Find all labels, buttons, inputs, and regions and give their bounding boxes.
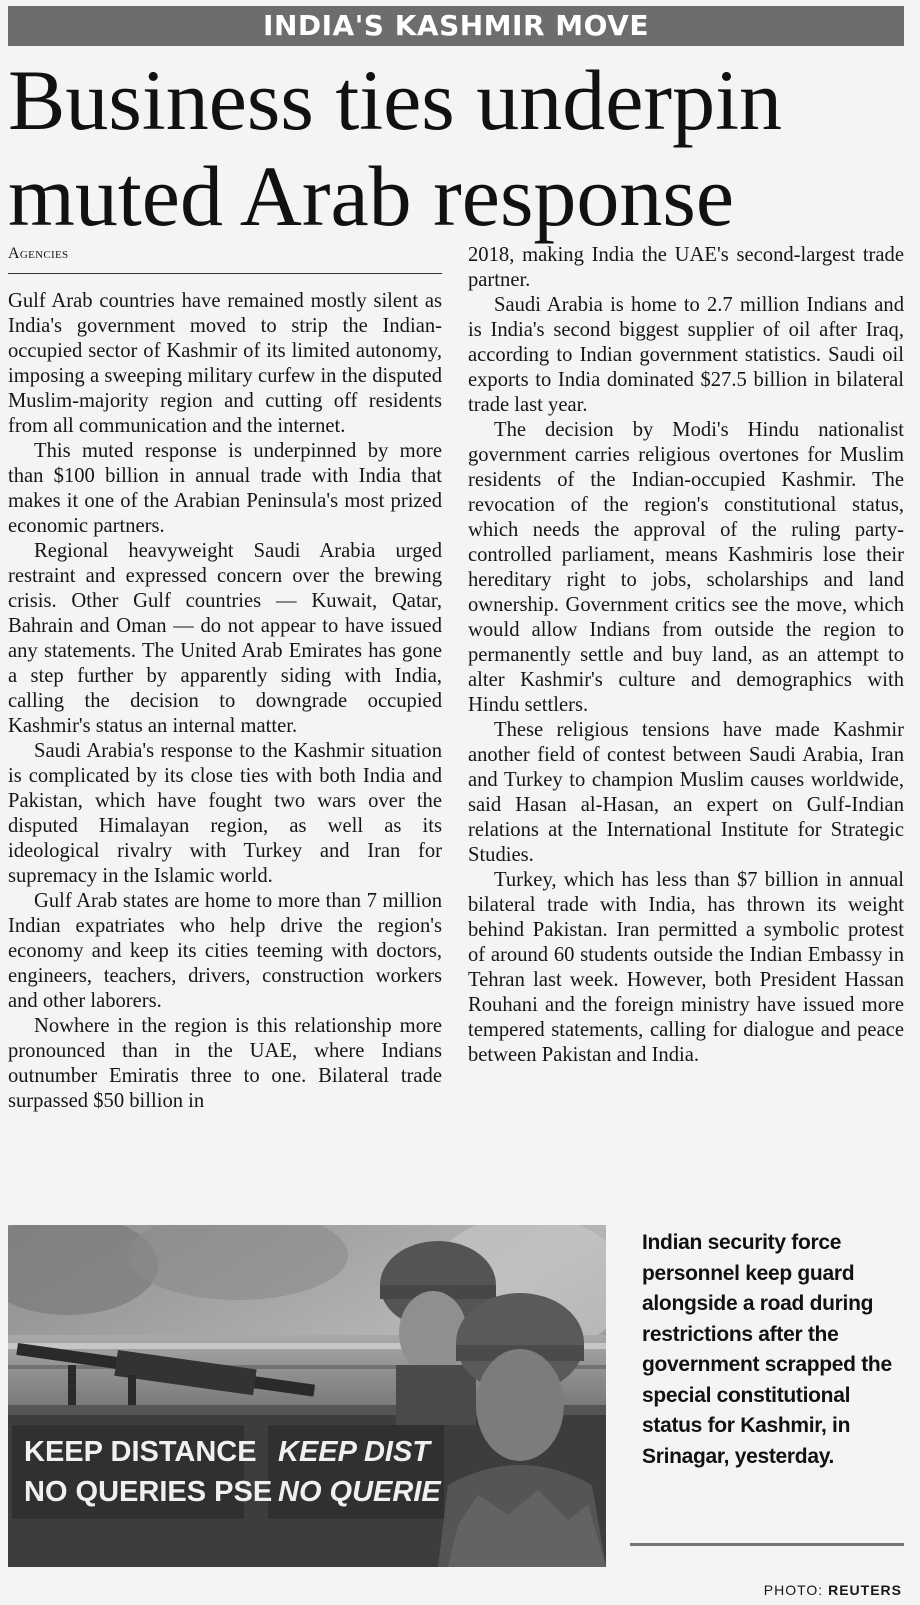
- caption-divider: [630, 1543, 904, 1546]
- headline-line-2: muted Arab response: [8, 148, 735, 244]
- paragraph: Saudi Arabia is home to 2.7 million Indians and is India's second biggest supplier of oil after Iraq, according to Indian government statistics. Saudi oil exports to India dominated $27.5 billion in bilateral trade last year.: [468, 294, 904, 416]
- article-column-left: [8, 289, 442, 1114]
- photo-credit-source: REUTERS: [828, 1582, 902, 1598]
- article-headline: [8, 52, 908, 244]
- photo-credit-label: PHOTO:: [763, 1582, 824, 1598]
- paragraph: Nowhere in the region is this relationship more pronounced than in the UAE, where Indians outnumber Emiratis three to one. Bilateral trade surpassed $50 billion in: [8, 1015, 442, 1112]
- paragraph: 2018, making India the UAE's second-largest trade partner.: [468, 244, 904, 291]
- headline-line-1: Business ties underpin: [8, 52, 782, 148]
- byline: Agencies: [8, 245, 442, 274]
- paragraph: Gulf Arab states are home to more than 7 million Indian expatriates who help drive the region's economy and keep its cities teeming with doctors, engineers, teachers, drivers, construction workers and other laborers.: [8, 890, 442, 1012]
- paragraph: Saudi Arabia's response to the Kashmir situation is complicated by its close ties with both India and Pakistan, which have fought two wars over the disputed Himalayan region, as well as its ideological rivalry with Turkey and Iran for supremacy in the Islamic world.: [8, 740, 442, 887]
- paragraph: Turkey, which has less than $7 billion in annual bilateral trade with India, has thrown its weight behind Pakistan. Iran permitted a symbolic protest of around 60 students outside the Indian Embassy in Tehran last week. However, both President Hassan Rouhani and the foreign ministry have issued more tempered statements, calling for dialogue and peace between Pakistan and India.: [468, 869, 904, 1066]
- paragraph: The decision by Modi's Hindu nationalist government carries religious overtones for Muslim residents of the Indian-occupied Kashmir. The revocation of the region's constitutional status, which needs the approval of the ruling party-controlled parliament, means Kashmiris lose their hereditary right to jobs, scholarships and land ownership. Government critics see the move, which would allow Indians from outside the region to permanently settle and buy land, as an attempt to alter Kashmir's culture and demographics with Hindu settlers.: [468, 419, 904, 716]
- photo-credit: [764, 1582, 902, 1598]
- sign-1-line-1: KEEP DISTANCE: [24, 1436, 257, 1468]
- photo-caption: Indian security force personnel keep guard alongside a road during restrictions after the government scrapped the special constitutional status for Kashmir, in Srinagar, yesterday.: [642, 1231, 892, 1468]
- sign-2-line-2: NO QUERIE: [278, 1476, 441, 1508]
- paragraph: Regional heavyweight Saudi Arabia urged restraint and expressed concern over the brewing crisis. Other Gulf countries — Kuwait, Qatar, Bahrain and Oman — do not appear to have issued any statements. The United Arab Emirates has gone a step further by apparently siding with India, calling the decision to downgrade occupied Kashmir's status an internal matter.: [8, 540, 442, 737]
- sign-2-line-1: KEEP DIST: [278, 1436, 431, 1468]
- paragraph: This muted response is underpinned by more than $100 billion in annual trade with India that makes it one of the Arabian Peninsula's most prized economic partners.: [8, 440, 442, 537]
- paragraph: These religious tensions have made Kashmir another field of contest between Saudi Arabia, Iran and Turkey to champion Muslim causes worldwide, said Hasan al-Hasan, an expert on Gulf-Indian relations at the International Institute for Strategic Studies.: [468, 719, 904, 866]
- section-kicker: INDIA'S KASHMIR MOVE: [8, 6, 904, 46]
- sign-1-line-2: NO QUERIES PSE: [24, 1476, 273, 1508]
- paragraph: Gulf Arab countries have remained mostly silent as India's government moved to strip the Indian-occupied sector of Kashmir of its limited autonomy, imposing a sweeping military curfew in the disputed Muslim-majority region and cutting off residents from all communication and the internet.: [8, 290, 442, 437]
- news-photo: [8, 1225, 606, 1567]
- article-column-right: [468, 243, 904, 1068]
- photo-illustration: [8, 1225, 606, 1567]
